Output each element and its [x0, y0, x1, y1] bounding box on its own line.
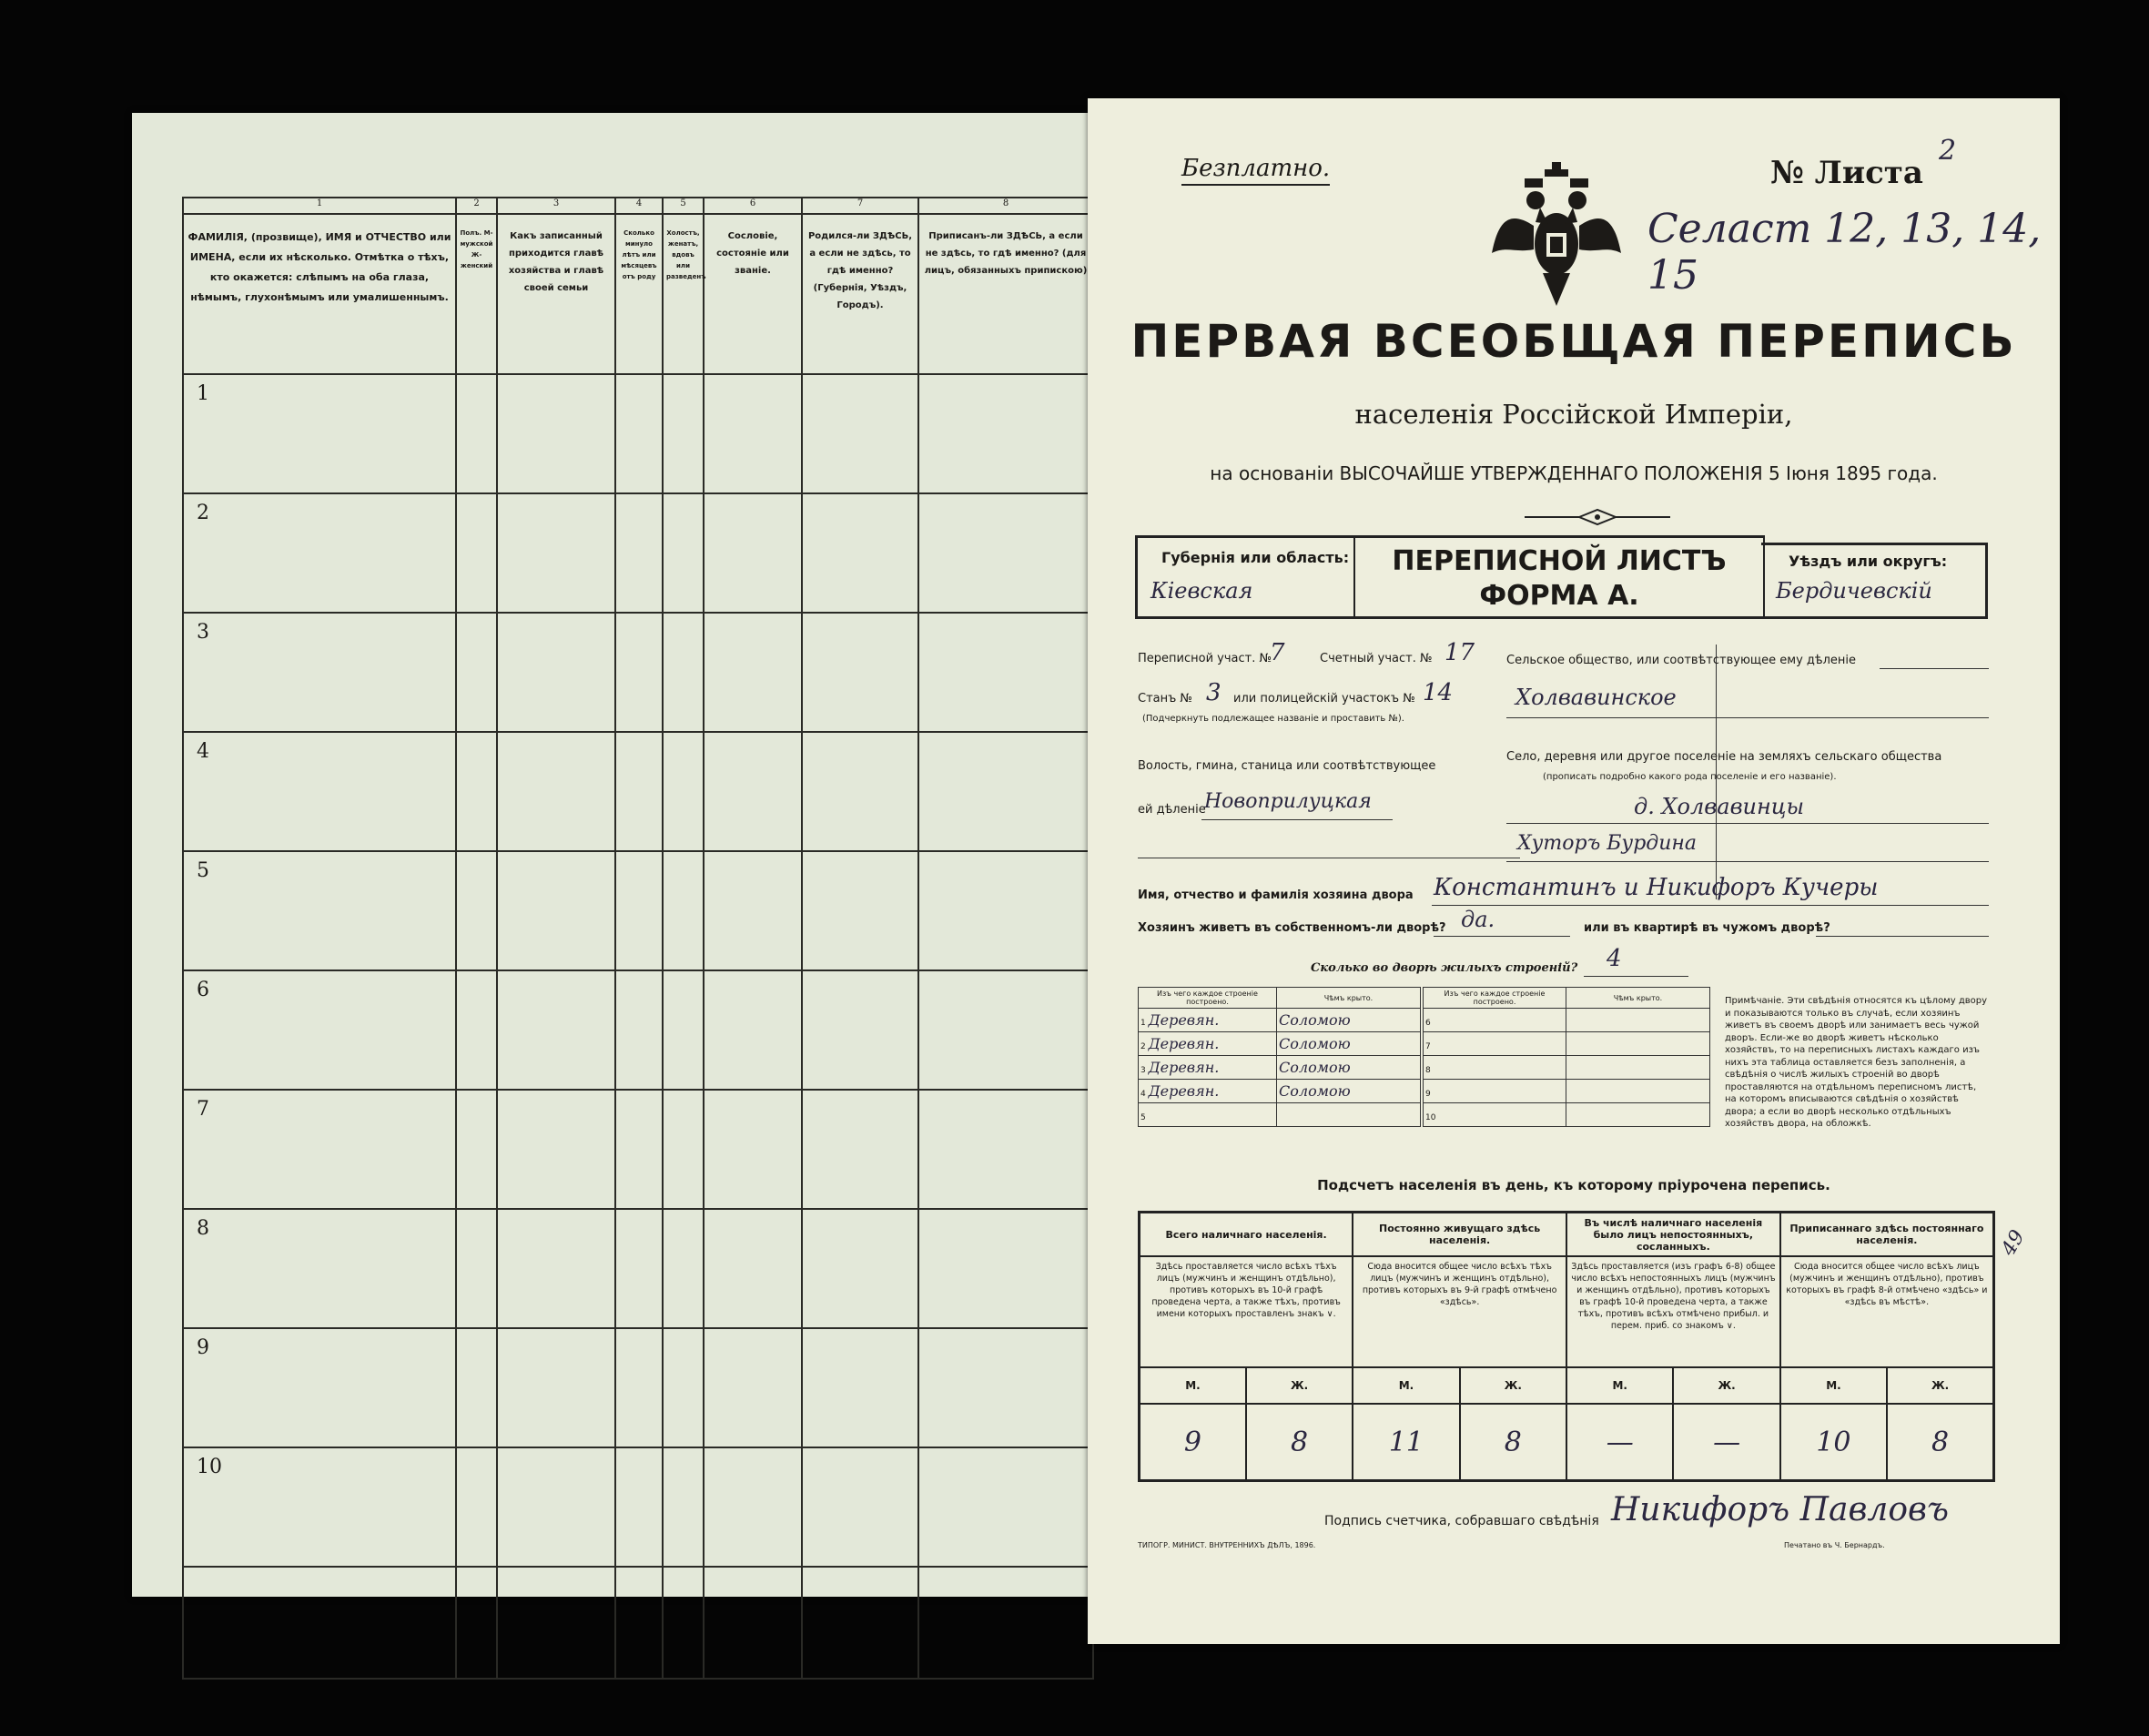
village-label: Село, деревня или другое поселеніе на земляхъ сельскаго общества	[1506, 750, 1942, 764]
volost-label-line-2: ей дѣленіе	[1138, 803, 1206, 817]
tally-description: Здѣсь проставляется (изъ графъ 6-8) общее число всѣхъ непостоянныхъ лицъ (мужчинъ и женщинъ отдѣльно), противъ которыхъ въ графѣ 10-й проведена черта, а также тѣхъ, противъ всѣхъ отмѣчено прибыл. и перем. приб. со знакомъ ∨.	[1566, 1256, 1780, 1367]
form-title-line-2: ФОРМА А.	[1479, 580, 1639, 612]
table-row	[1424, 1056, 1710, 1080]
header-name: ФАМИЛІЯ, (прозвище), ИМЯ и ОТЧЕСТВО или ИМЕНА, если их нѣсколько. Отмѣтка о тѣхъ, кто окажется: слѣпымъ на оба глаза, нѣмымъ, глухонѣмымъ или умалишеннымъ.	[183, 214, 456, 374]
owner-label: Имя, отчество и фамилія хозяина двора	[1138, 888, 1414, 902]
table-row	[183, 1447, 1093, 1567]
free-label: Безплатно.	[1181, 155, 1331, 182]
census-section-value: 7	[1270, 639, 1285, 666]
building-roof	[1566, 1080, 1710, 1103]
table-row	[183, 1209, 1093, 1328]
main-title: ПЕРВАЯ ВСЕОБЩАЯ ПЕРЕПИСЬ	[1130, 315, 2017, 368]
sheet-number-label: № Листа	[1770, 155, 1923, 191]
column-number: 6	[704, 198, 802, 214]
sex-label: М.	[1780, 1367, 1887, 1404]
table-row	[183, 1328, 1093, 1447]
header-birthplace: Родился-ли ЗДѢСЬ, а если не здѣсь, то гдѣ именно? (Губернія, Уѣздъ, Городъ).	[802, 214, 918, 374]
volost-label-line-1: Волость, гмина, станица или соотвѣтствующее	[1138, 759, 1436, 773]
tally-description: Сюда вносится общее число всѣхъ лицъ (мужчинъ и женщинъ отдѣльно), противъ которыхъ въ графѣ 8-й отмѣчено «здѣсь» и «здѣсь въ мѣстѣ».	[1780, 1256, 1994, 1367]
column-number: 1	[183, 198, 456, 214]
lives-own-label: Хозяинъ живетъ въ собственномъ-ли дворѣ?	[1138, 921, 1446, 935]
column-number: 8	[918, 198, 1093, 214]
subtitle: населенія Россійской Имперіи,	[1354, 399, 1793, 430]
header-registered: Приписанъ-ли ЗДѢСЬ, а если не здѣсь, то гдѣ именно? (для лицъ, обязанныхъ припискою)	[918, 214, 1093, 374]
table-row	[183, 1090, 1093, 1209]
stan-label: Станъ №	[1138, 692, 1192, 706]
tally-value: 10	[1780, 1404, 1887, 1481]
margin-mark: 49	[1997, 1226, 2030, 1260]
column-number: 5	[663, 198, 704, 214]
tally-header-row	[1140, 1213, 1994, 1257]
left-page	[132, 113, 1088, 1597]
village-note: (прописать подробно какого рода поселеніе и его названіе).	[1543, 772, 1837, 782]
village-value-line-2: Хуторъ Бурдина	[1517, 832, 1698, 855]
building-number: 7	[1425, 1042, 1431, 1051]
table-row	[1424, 1103, 1710, 1127]
counting-section-value: 17	[1444, 639, 1475, 666]
right-page	[1088, 98, 2060, 1644]
building-material: Деревян.	[1148, 1035, 1220, 1052]
table-row	[183, 374, 1093, 493]
column-number: 7	[802, 198, 918, 214]
column-number: 4	[615, 198, 663, 214]
tally-value: —	[1673, 1404, 1779, 1481]
row-number: 2	[183, 493, 456, 613]
table-row	[1139, 1103, 1421, 1127]
buildings-material-header: Изъ чего каждое строеніе построено.	[1424, 988, 1566, 1009]
sex-label: Ж.	[1246, 1367, 1353, 1404]
census-section-label: Переписной участ. №	[1138, 652, 1272, 665]
signature-value: Никифоръ Павловъ	[1611, 1491, 1949, 1528]
header-estate: Сословіе, состояніе или званіе.	[704, 214, 802, 374]
sex-label: Ж.	[1460, 1367, 1566, 1404]
table-row	[183, 732, 1093, 851]
row-number: 8	[183, 1209, 456, 1328]
population-tally-table	[1138, 1211, 1995, 1482]
tally-header: Всего наличнаго населенія.	[1140, 1213, 1353, 1257]
header-age: Сколько минуло лѣтъ или мѣсяцевъ отъ роду	[615, 214, 663, 374]
note-text: Примѣчаніе. Эти свѣдѣнія относятся къ цѣлому двору и показываются только въ случаѣ, если хозяинъ живетъ въ своемъ дворѣ или занимаетъ весь чужой дворъ. Если-же во дворѣ живетъ нѣсколько хозяйствъ, то на переписныхъ листахъ каждаго изъ нихъ эта таблица оставляется безъ заполненія, а свѣдѣнія о числѣ жилыхъ строеній во дворѣ проставляются на отдѣльномъ переписномъ листѣ, на которомъ вписываются свѣдѣнія о хозяйствѣ двора; а если во дворѣ несколько отдѣльныхъ хозяйствъ двора, на обложкѣ.	[1725, 996, 1988, 1129]
sex-label: М.	[1353, 1367, 1459, 1404]
tally-description: Здѣсь проставляется число всѣхъ тѣхъ лицъ (мужчинъ и женщинъ отдѣльно), противъ которыхъ въ 10-й графѣ проведена черта, а также тѣхъ, противъ имени которыхъ проставленъ знакъ ∨.	[1140, 1256, 1353, 1367]
form-title-box	[1353, 535, 1765, 619]
buildings-label: Сколько во дворѣ жилыхъ строеній?	[1311, 961, 1578, 975]
building-roof: Соломою	[1277, 1080, 1421, 1103]
underline-note: (Подчеркнуть подлежащее названіе и проставить №).	[1142, 714, 1404, 724]
building-roof	[1566, 1103, 1710, 1127]
uezd-label: Уѣздъ или округъ:	[1789, 553, 1948, 570]
row-number: 4	[183, 732, 456, 851]
row-number: 1	[183, 374, 456, 493]
building-roof: Соломою	[1277, 1009, 1421, 1032]
tally-value: 8	[1246, 1404, 1353, 1481]
person-register-table	[182, 197, 1094, 1680]
building-material: Деревян.	[1148, 1059, 1220, 1076]
buildings-material-header: Изъ чего каждое строеніе построено.	[1139, 988, 1277, 1009]
building-roof	[1566, 1009, 1710, 1032]
table-row	[1424, 1032, 1710, 1056]
tally-value: 9	[1140, 1404, 1246, 1481]
column-number: 3	[497, 198, 615, 214]
header-relation: Какъ записанный приходится главѣ хозяйства и главѣ своей семьи	[497, 214, 615, 374]
tally-value: 8	[1887, 1404, 1993, 1481]
tally-value: 8	[1460, 1404, 1566, 1481]
table-row	[1424, 1080, 1710, 1103]
table-row	[1139, 1080, 1421, 1103]
table-row	[183, 493, 1093, 613]
tally-header: Постоянно живущаго здѣсь населенія.	[1353, 1213, 1566, 1257]
printer-footer-right: Печатано въ Ч. Бернардъ.	[1784, 1541, 1885, 1549]
building-roof	[1566, 1056, 1710, 1080]
building-material: Деревян.	[1148, 1082, 1220, 1100]
society-label: Сельское общество, или соотвѣтствующее ему дѣленіе	[1506, 654, 1857, 667]
governorate-label: Губернія или область:	[1161, 549, 1350, 566]
building-number: 2	[1140, 1042, 1146, 1051]
police-section-value: 14	[1423, 679, 1454, 706]
tally-title: Подсчетъ населенія въ день, къ которому пріурочена перепись.	[1317, 1177, 1830, 1193]
building-material: Деревян.	[1148, 1011, 1220, 1029]
owner-value: Константинъ и Никифоръ Кучеры	[1434, 874, 1879, 901]
table-row	[1139, 1032, 1421, 1056]
building-number: 5	[1140, 1113, 1146, 1122]
table-row	[183, 1567, 1093, 1679]
row-number: 7	[183, 1090, 456, 1209]
police-section-label: или полицейскій участокъ №	[1233, 692, 1415, 706]
building-number: 8	[1425, 1066, 1431, 1075]
counting-section-label: Счетный участ. №	[1320, 652, 1433, 665]
buildings-roof-header: Чѣмъ крыто.	[1277, 988, 1421, 1009]
printer-footer: ТИПОГР. МИНИСТ. ВНУТРЕННИХЪ ДѢЛЪ, 1896.	[1138, 1541, 1316, 1549]
row-number: 5	[183, 851, 456, 970]
sex-label: М.	[1566, 1367, 1673, 1404]
table-row	[1139, 1056, 1421, 1080]
tally-value: —	[1566, 1404, 1673, 1481]
tally-header: Приписаннаго здѣсь постояннаго населенія.	[1780, 1213, 1994, 1257]
basis-line: на основаніи ВЫСОЧАЙШЕ УТВЕРЖДЕННАГО ПОЛОЖЕНІЯ 5 Іюня 1895 года.	[1210, 462, 1938, 484]
buildings-table-right	[1423, 987, 1710, 1127]
building-number: 4	[1140, 1090, 1146, 1099]
stan-value: 3	[1206, 679, 1221, 706]
building-roof: Соломою	[1277, 1032, 1421, 1056]
building-number: 3	[1140, 1066, 1146, 1075]
building-roof: Соломою	[1277, 1056, 1421, 1080]
row-number: 3	[183, 613, 456, 732]
double-headed-eagle-emblem-icon	[1488, 162, 1625, 308]
signature-label: Подпись счетчика, собравшаго свѣдѣнія	[1324, 1514, 1599, 1528]
row-number: 10	[183, 1447, 456, 1567]
row-number: 9	[183, 1328, 456, 1447]
tally-description: Сюда вносится общее число всѣхъ тѣхъ лицъ (мужчинъ и женщинъ отдѣльно), противъ которыхъ въ 9-й графѣ отмѣчено «здѣсь».	[1353, 1256, 1566, 1367]
sheet-number-value: 2	[1939, 135, 1957, 167]
uezd-box	[1761, 543, 1988, 619]
table-row	[183, 613, 1093, 732]
village-value-line-1: д. Холвавинцы	[1634, 794, 1805, 819]
buildings-roof-header: Чѣмъ крыто.	[1566, 988, 1710, 1009]
table-row	[1424, 1009, 1710, 1032]
tally-value-row	[1140, 1404, 1994, 1481]
volost-value: Новоприлуцкая	[1204, 790, 1372, 813]
lives-rented-label: или въ квартирѣ въ чужомъ дворѣ?	[1584, 921, 1830, 935]
header-sex: Полъ. М-мужской Ж-женский	[456, 214, 497, 374]
tally-header: Въ числѣ наличнаго населенія было лицъ непостоянныхъ, сосланныхъ.	[1566, 1213, 1780, 1257]
society-value: Холвавинское	[1515, 685, 1677, 710]
sex-label: М.	[1140, 1367, 1246, 1404]
table-row	[183, 970, 1093, 1090]
column-number: 2	[456, 198, 497, 214]
sheets-handwritten-note: Селаст 12, 13, 14, 15	[1647, 206, 2042, 299]
sex-label: Ж.	[1673, 1367, 1779, 1404]
building-number: 9	[1425, 1090, 1431, 1099]
building-number: 6	[1425, 1019, 1431, 1028]
tally-description-row	[1140, 1256, 1994, 1367]
building-roof	[1277, 1103, 1421, 1127]
governorate-value: Кіевская	[1151, 578, 1253, 604]
sex-label: Ж.	[1887, 1367, 1993, 1404]
tally-sex-row	[1140, 1367, 1994, 1404]
buildings-value: 4	[1607, 945, 1622, 972]
row-number: 6	[183, 970, 456, 1090]
uezd-value: Бердичевскій	[1776, 578, 1932, 604]
building-roof	[1566, 1032, 1710, 1056]
building-number: 1	[1140, 1019, 1146, 1028]
ornament-divider-icon	[1525, 508, 1670, 526]
table-row	[1139, 1009, 1421, 1032]
column-number-row	[183, 198, 1093, 214]
tally-value: 11	[1353, 1404, 1459, 1481]
building-number: 10	[1425, 1113, 1436, 1122]
header-marital: Холостъ, женатъ, вдовъ или разведенъ	[663, 214, 704, 374]
header-row	[183, 214, 1093, 374]
lives-own-value: да.	[1461, 907, 1495, 932]
governorate-box	[1135, 535, 1356, 619]
form-title-line-1: ПЕРЕПИСНОЙ ЛИСТЪ	[1392, 545, 1727, 577]
buildings-table-left	[1138, 987, 1421, 1127]
table-row	[183, 851, 1093, 970]
